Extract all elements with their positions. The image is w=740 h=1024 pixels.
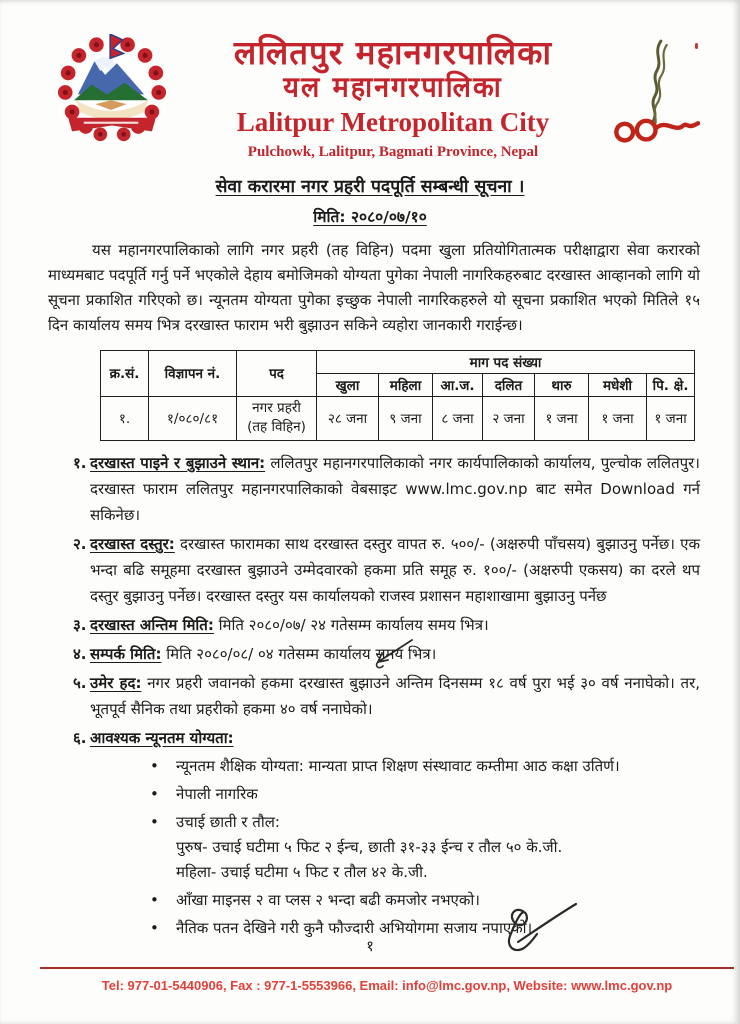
handwritten-arrow-annotation-icon xyxy=(362,636,416,672)
col-header-demand-group: माग पद संख्या xyxy=(317,350,695,373)
col-header-female: महिला xyxy=(379,373,433,396)
col-header-advertisement-no: विज्ञापन नं. xyxy=(149,350,237,396)
col-header-backward-area: पि. क्षे. xyxy=(647,373,695,396)
list-item-2 xyxy=(48,531,700,609)
qualification-bullet-3: • उचाई छाती र तौल: xyxy=(48,810,700,835)
org-name-nepali: ललितपुर महानगरपालिका xyxy=(233,33,553,72)
col-header-madheshi: मधेशी xyxy=(589,373,647,396)
cell-backward-area-count: १ जना xyxy=(647,396,695,440)
letterhead-text xyxy=(176,34,610,161)
table-row xyxy=(101,396,695,440)
page-number: १ xyxy=(366,937,374,955)
qualification-bullet-1: • न्यूनतम शैक्षिक योग्यता: मान्यता प्राप्त शिक्षण संस्थावाट कम्तीमा आठ कक्षा उतिर्ण। xyxy=(48,754,700,779)
item-number: ५. xyxy=(73,673,87,692)
item-number: ३. xyxy=(73,615,87,634)
bullet-dot-icon xyxy=(48,888,176,913)
col-header-dalit: दलित xyxy=(483,373,535,396)
item-text: दरखास्त पाइने र बुझाउने स्थान: ललितपुर महानगरपालिकाको नगर कार्यपालिकाको कार्यालय, पुल्चोक ललितपुर। दरखास्त फाराम ललितपुर महानगरपालिकाको वेबसाइट www.lmc.gov.np बाट समेत Download गर्न सकिनेछ। xyxy=(90,453,700,524)
org-name-ranjana-script: यल महानगरपालिका xyxy=(283,71,503,104)
cell-tharu-count: १ जना xyxy=(535,396,589,440)
item-number: ६. xyxy=(73,728,87,747)
col-header-adivasi: आ.ज. xyxy=(433,373,483,396)
notice-conditions-list xyxy=(48,450,700,941)
item-text: दरखास्त दस्तुर: दरखास्त फारामका साथ दरखास्त दस्तुर वापत रु. ५००/- (अक्षरुपी पाँचसय) बुझाउनु पर्नेछ। एक भन्दा बढि समूहमा दरखास्त बुझाउने उम्मेदवारको हकमा प्रति समूह रु. १००/- (अक्षरुपी एकसय) का दरले थप दस्तुर बुझाउनु पर्नेछ। दरखास्त दस्तुर यस कार्यालयको राजस्व प्रशासन महाशाखामा बुझाउनु पर्नेछ xyxy=(90,534,700,605)
item-number: १. xyxy=(73,453,87,472)
qualification-bullet-2: • नेपाली नागरिक xyxy=(48,782,700,807)
cell-madheshi-count: १ जना xyxy=(589,396,647,440)
physical-standard-male: पुरुष- उचाई घटीमा ५ फिट २ ईन्च, छाती ३१-३३ ईन्च र तौल ५० के.जी. xyxy=(176,837,563,856)
item-text: आवश्यक न्यूनतम योग्यता: xyxy=(90,728,234,747)
letterhead xyxy=(48,34,700,161)
col-header-open: खुला xyxy=(317,373,379,396)
cell-advertisement-no: १/०८०/८१ xyxy=(149,396,237,440)
list-item-6 xyxy=(48,725,700,751)
bullet-dot-icon xyxy=(48,782,176,807)
bullet-dot-icon xyxy=(48,754,176,779)
col-header-post: पद xyxy=(237,350,317,396)
col-header-tharu: थारु xyxy=(535,373,589,396)
contact-info: Tel: 977-01-5440906, Fax : 977-1-5553966, Email: info@lmc.gov.np, Website: www.lmc.gov.np xyxy=(101,978,673,993)
list-item-3 xyxy=(48,612,700,638)
item-text: दरखास्त अन्तिम मिति: मिति २०८०/०७/ २४ गतेसम्म कार्यालय समय भित्र। xyxy=(90,615,489,634)
cell-post: नगर प्रहरी (तह विहिन) xyxy=(237,396,317,440)
notice-heading-block xyxy=(0,174,740,227)
notice-date: मिति: २०८०/०७/१० xyxy=(313,207,427,226)
nepal-government-emblem-icon xyxy=(48,34,176,146)
item-text: उमेर हद: नगर प्रहरी जवानको हकमा दरखास्त बुझाउने अन्तिम दिनसम्म १८ वर्ष पुरा भई ३० वर्ष ननाघेको। तर, भूतपूर्व सैनिक तथा प्रहरीको हकमा ४० वर्ष ननाघेको। xyxy=(90,673,700,718)
item-number: २. xyxy=(73,534,87,553)
list-item-1 xyxy=(48,450,700,528)
col-header-sn: क्र.सं. xyxy=(101,350,149,396)
cell-sn: १. xyxy=(101,396,149,440)
notice-intro-paragraph: यस महानगरपालिकाको लागि नगर प्रहरी (तह विहिन) पदमा खुला प्रतियोगितात्मक परीक्षाद्वारा सेवा करारको माध्यमबाट पदपूर्ति गर्नु पर्ने भएकोले देहाय बमोजिमको योग्यता पुगेका नेपाली नागरिकहरुबाट दरखास्त आव्हानको लागि यो सूचना प्रकाशित गरिएको छ। न्यूनतम योग्यता पुगेका इच्छुक नेपाली नागरिकहरुले यो सूचना प्रकाशित भएको मितिले १५ दिन कार्यालय समय भित्र दरखास्त फाराम भरी बुझाउन सकिने व्यहोरा जानकारी गराईन्छ। xyxy=(48,240,700,334)
cell-female-count: ९ जना xyxy=(379,396,433,440)
qualification-bullet-4: • आँखा माइनस २ वा प्लस २ भन्दा बढी कमजोर नभएको। xyxy=(48,888,700,913)
item-text: सम्पर्क मिति: मिति २०८०/०८/ ०४ गतेसम्म कार्यालय समय भित्र। xyxy=(90,644,437,663)
org-name-english: Lalitpur Metropolitan City xyxy=(236,107,550,138)
physical-standard-female: महिला- उचाई घटीमा ५ फिट र तौल ४२ के.जी. xyxy=(176,862,428,881)
letterhead-footer xyxy=(40,967,734,993)
vacancy-table xyxy=(100,350,695,441)
bullet-dot-icon xyxy=(48,810,176,835)
cell-adivasi-count: ८ जना xyxy=(433,396,483,440)
list-item-5 xyxy=(48,670,700,722)
org-address: Pulchowk, Lalitpur, Bagmati Province, Nepal xyxy=(247,143,539,160)
cell-open-count: २८ जना xyxy=(317,396,379,440)
scan-artifact-dot xyxy=(695,43,698,49)
handwritten-registry-scribble-icon xyxy=(610,34,700,148)
item-number: ४. xyxy=(73,644,87,663)
qualification-bullet-5: • नैतिक पतन देखिने गरी कुनै फौज्दारी अभियोगमा सजाय नपाएको। xyxy=(48,916,700,941)
signature-mark-icon xyxy=(496,898,580,962)
cell-dalit-count: २ जना xyxy=(483,396,535,440)
notice-title: सेवा करारमा नगर प्रहरी पदपूर्ति सम्बन्धी सूचना । xyxy=(215,176,525,197)
